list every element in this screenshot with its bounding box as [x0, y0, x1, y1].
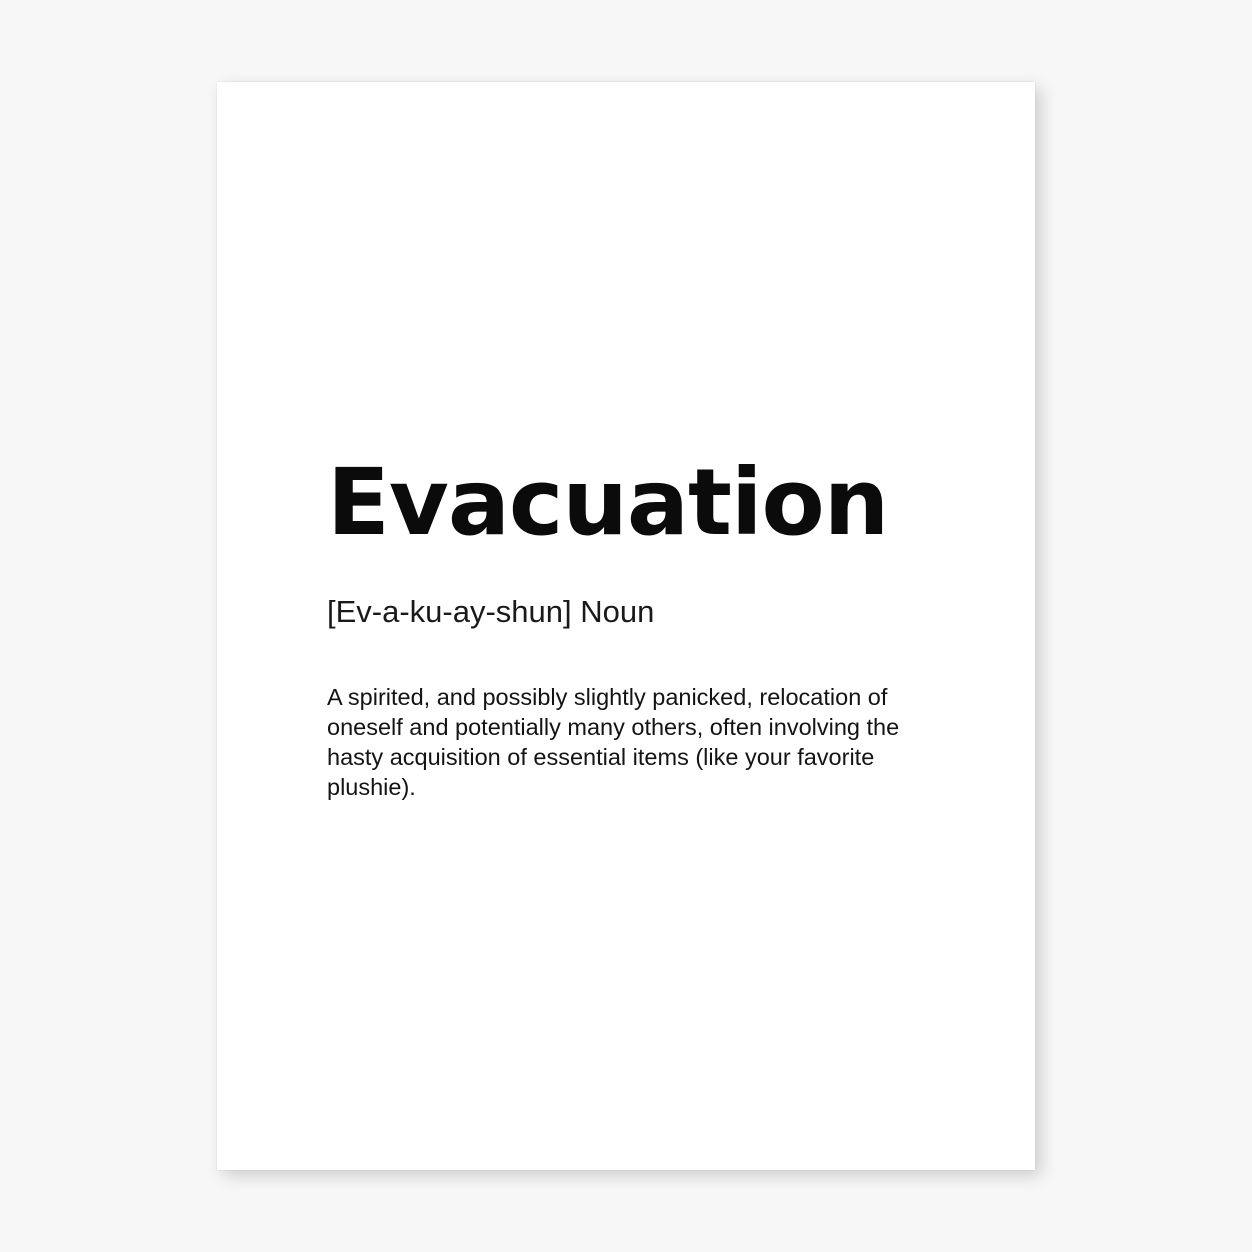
page-title: Evacuation — [327, 449, 889, 556]
definition-poster — [217, 82, 1035, 1170]
pronunciation-line: [Ev-a-ku-ay-shun] Noun — [327, 594, 655, 629]
definition-text: A spirited, and possibly slightly panicked, relocation of oneself and potentially many others, often involving the hasty acquisition of essential items (like your favorite plushie). — [327, 684, 900, 801]
poster-content — [327, 449, 971, 803]
